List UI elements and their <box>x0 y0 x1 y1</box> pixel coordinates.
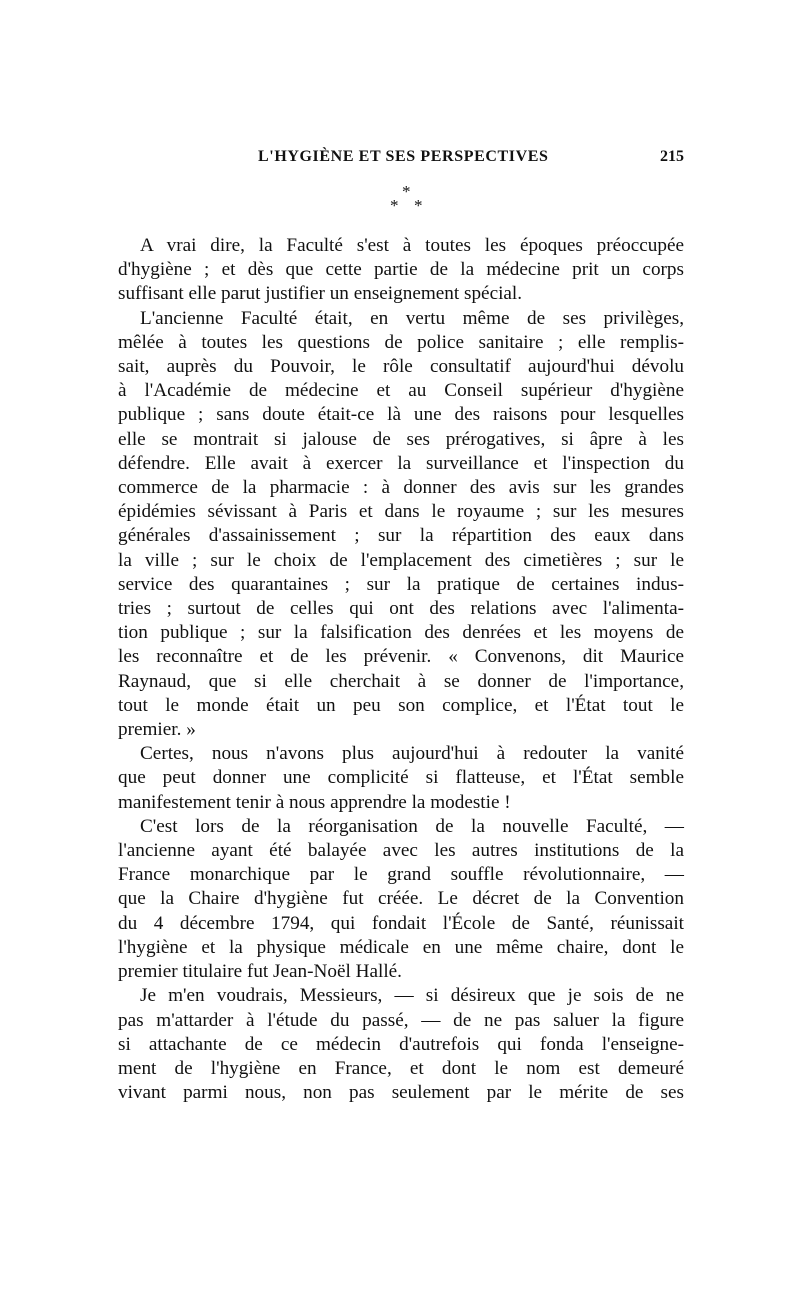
asterisk-mark: * <box>402 182 411 201</box>
page-header <box>118 148 684 178</box>
text-line: vivant parmi nous, non pas seulement par le mérite de ses <box>118 1082 684 1104</box>
text-line: la ville ; sur le choix de l'emplacement des cimetières ; sur le <box>118 549 684 571</box>
text-line: premier titulaire fut Jean-Noël Hallé. <box>118 961 402 983</box>
text-line: commerce de la pharmacie : à donner des avis sur les grandes <box>118 477 684 499</box>
text-line: Je m'en voudrais, Messieurs, — si désireux que je sois de ne <box>140 985 684 1007</box>
text-line: tout le monde était un peu son complice, et l'État tout le <box>118 694 684 716</box>
text-line: publique ; sans doute était-ce là une des raisons pour lesquelles <box>118 404 684 426</box>
text-line: l'ancienne ayant été balayée avec les autres institutions de la <box>118 840 684 862</box>
text-line: défendre. Elle avait à exercer la surveillance et l'inspection du <box>118 452 684 474</box>
text-line: générales d'assainissement ; sur la répartition des eaux dans <box>118 525 684 547</box>
text-line: que la Chaire d'hygiène fut créée. Le décret de la Convention <box>118 888 684 910</box>
text-line: ment de l'hygiène en France, et dont le nom est demeuré <box>118 1057 684 1079</box>
text-line: tries ; surtout de celles qui ont des relations avec l'alimenta- <box>118 598 684 620</box>
text-line: pas m'attarder à l'étude du passé, — de ne pas saluer la figure <box>118 1009 684 1031</box>
page-number: 215 <box>660 148 684 165</box>
running-head: L'HYGIÈNE ET SES PERSPECTIVES <box>258 148 549 165</box>
text-line: manifestement tenir à nous apprendre la modestie ! <box>118 791 511 813</box>
text-line: les reconnaître et de les prévenir. « Convenons, dit Maurice <box>118 646 684 668</box>
text-line: que peut donner une complicité si flatteuse, et l'État semble <box>118 767 684 789</box>
text-line: Certes, nous n'avons plus aujourd'hui à redouter la vanité <box>140 743 684 765</box>
asterisk-mark: * <box>390 196 399 215</box>
text-line: elle se montrait si jalouse de ses prérogatives, si âpre à les <box>118 428 684 450</box>
text-line: service des quarantaines ; sur la pratique de certaines indus- <box>118 573 684 595</box>
text-line: à l'Académie de médecine et au Conseil supérieur d'hygiène <box>118 380 684 402</box>
asterisk-mark: * <box>414 196 423 215</box>
text-line: C'est lors de la réorganisation de la nouvelle Faculté, — <box>140 815 684 837</box>
text-line: sait, auprès du Pouvoir, le rôle consultatif aujourd'hui dévolu <box>118 356 684 378</box>
text-line: du 4 décembre 1794, qui fondait l'École de Santé, réunissait <box>118 912 684 934</box>
text-line: France monarchique par le grand souffle révolutionnaire, — <box>118 864 684 886</box>
text-line: suffisant elle parut justifier un enseignement spécial. <box>118 283 523 305</box>
text-line: tion publique ; sur la falsification des denrées et les moyens de <box>118 622 684 644</box>
text-line: premier. » <box>118 719 196 741</box>
asterism-ornament <box>118 178 684 234</box>
text-line: A vrai dire, la Faculté s'est à toutes les époques préoccupée <box>140 235 684 256</box>
body-text <box>118 234 684 1105</box>
book-page <box>118 148 684 1105</box>
text-line: l'hygiène et la physique médicale en une même chaire, dont le <box>118 936 684 958</box>
text-line: Raynaud, que si elle cherchait à se donner de l'importance, <box>118 670 684 692</box>
text-line: mêlée à toutes les questions de police sanitaire ; elle remplis- <box>118 331 684 353</box>
text-line: d'hygiène ; et dès que cette partie de la médecine prit un corps <box>118 259 684 281</box>
text-line: épidémies sévissant à Paris et dans le royaume ; sur les mesures <box>118 501 684 523</box>
text-line: L'ancienne Faculté était, en vertu même de ses privilèges, <box>140 307 684 329</box>
text-line: si attachante de ce médecin d'autrefois qui fonda l'enseigne- <box>118 1033 684 1055</box>
